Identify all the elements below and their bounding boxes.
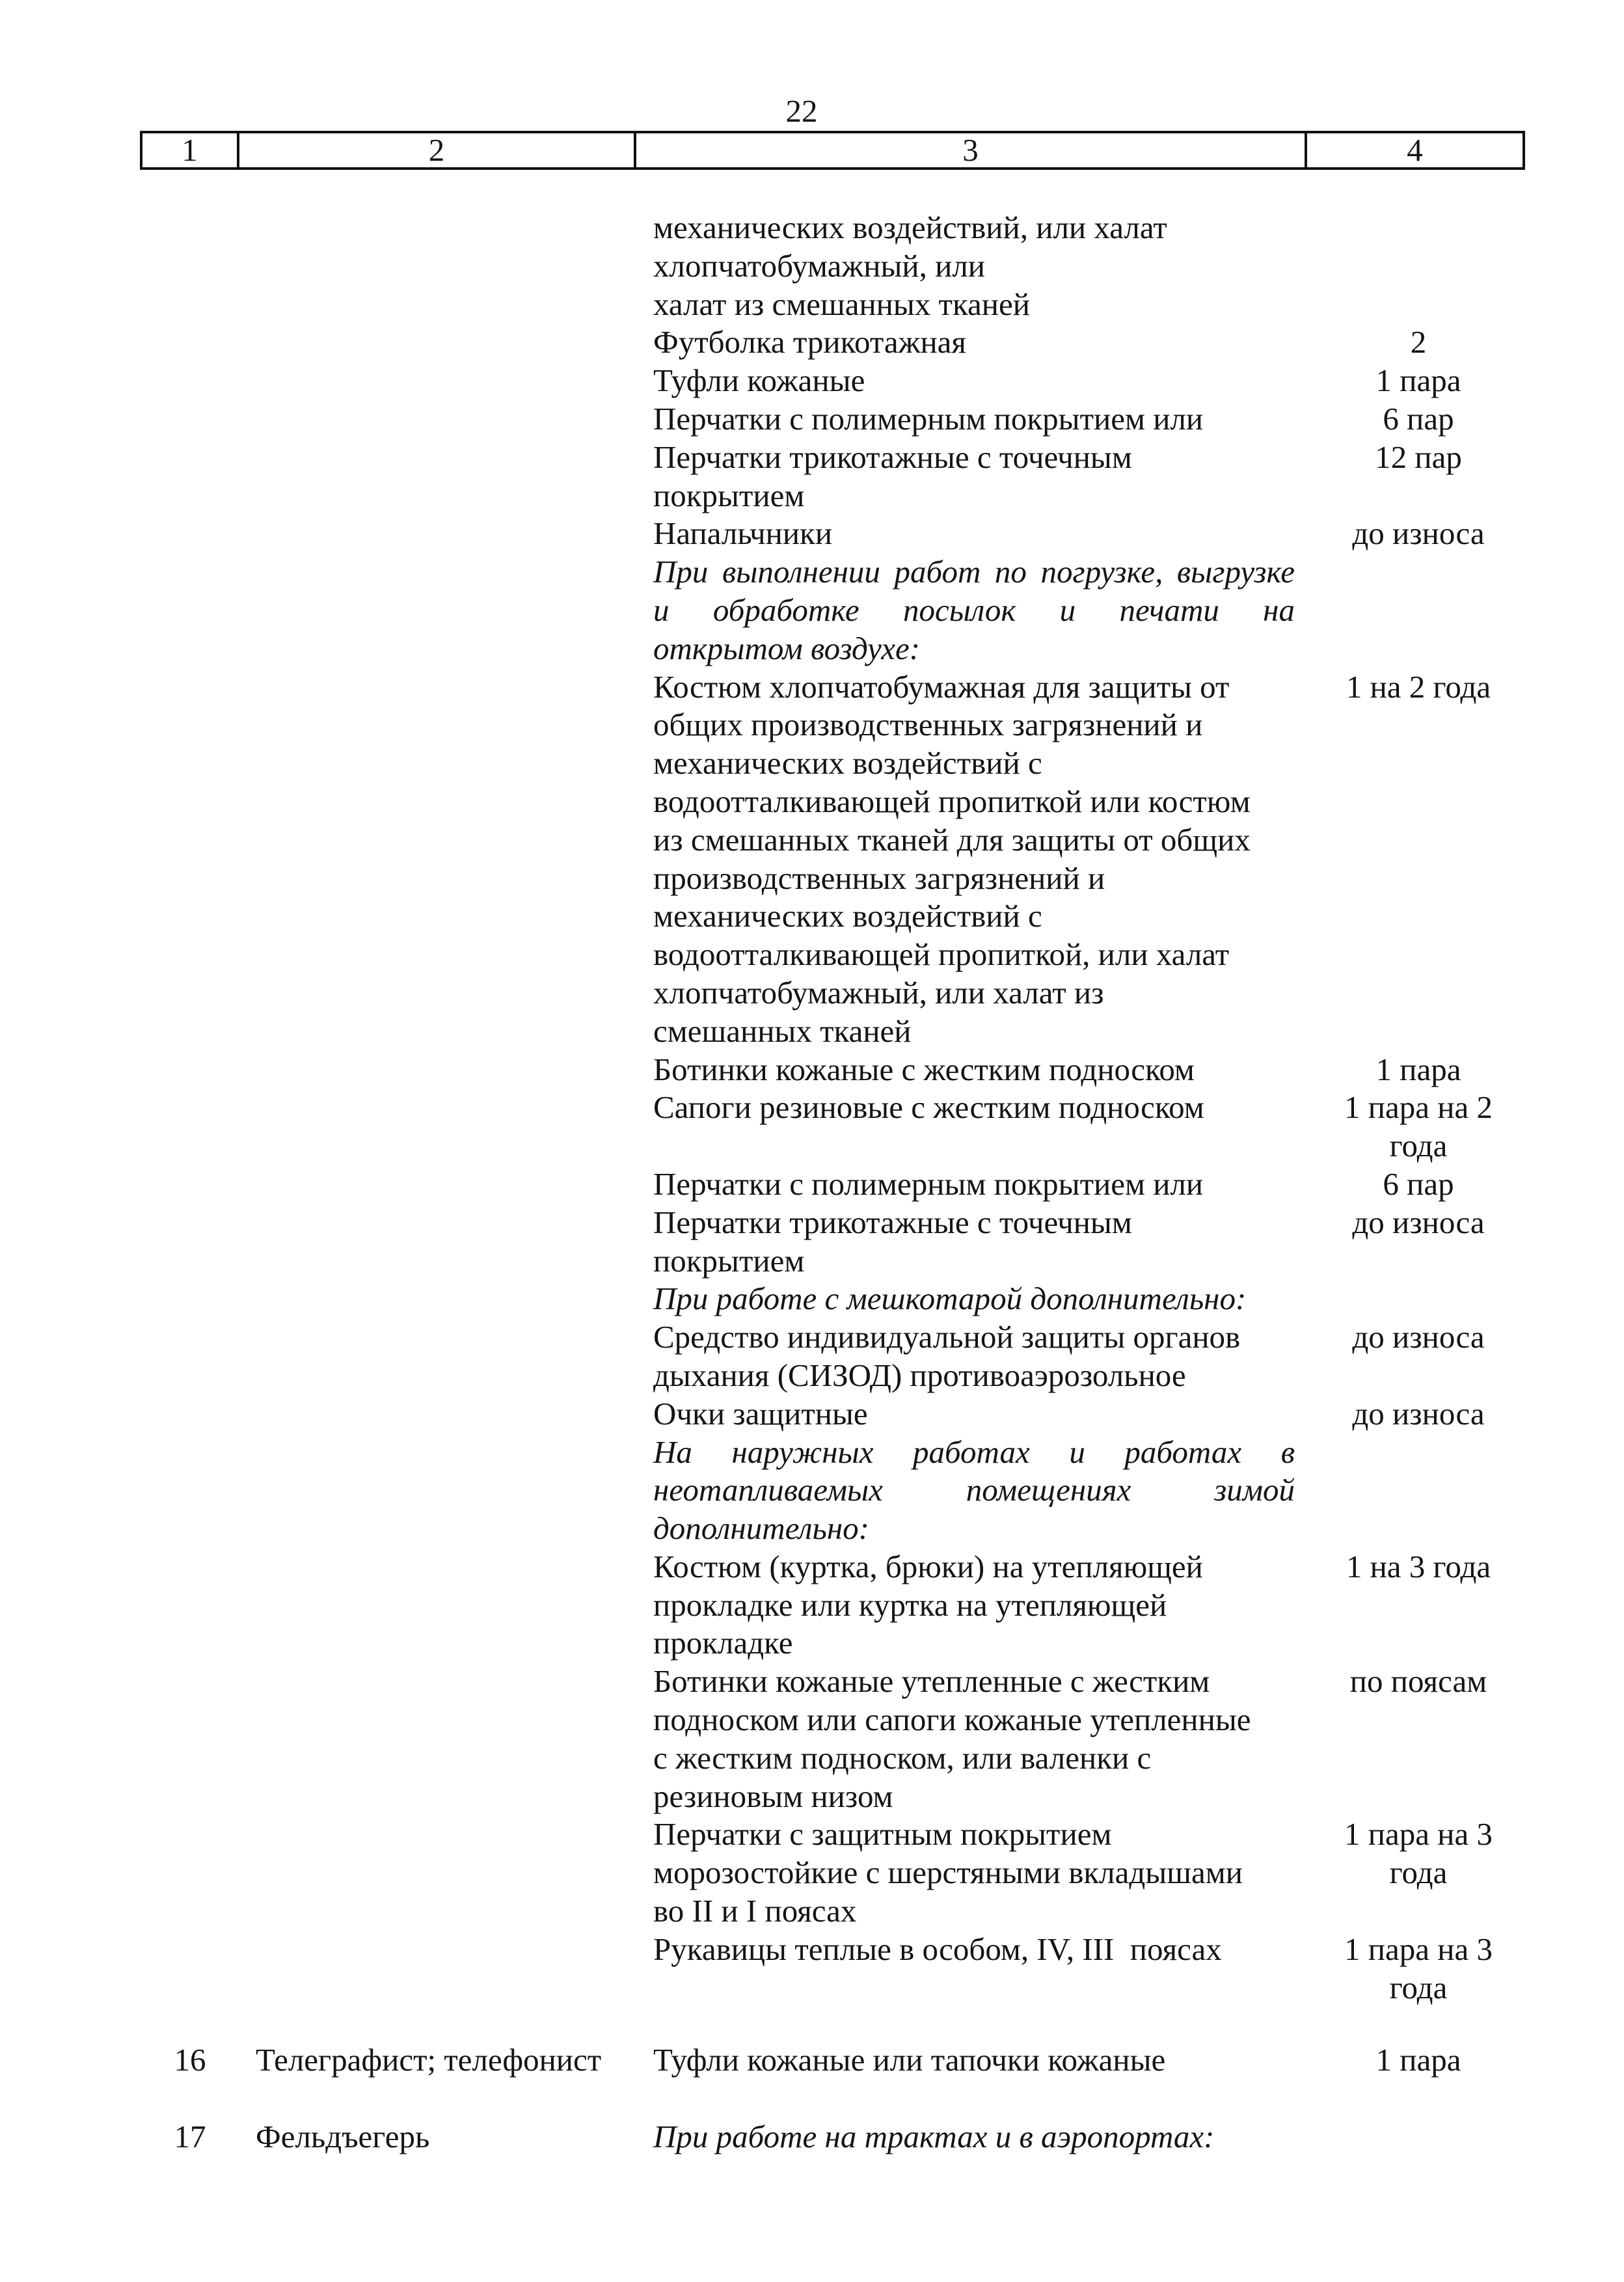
issue-norm: года: [1389, 1969, 1448, 2005]
item-text: Напальчники: [653, 515, 833, 552]
item-text: Рукавицы теплые в особом, IV, III поясах: [653, 1931, 1222, 1967]
row-number: 17: [174, 2119, 206, 2154]
entry-line: [653, 247, 1525, 286]
entry-line: [653, 744, 1525, 783]
header-cell-2: 2: [239, 133, 636, 167]
item-text: во II и I поясах: [653, 1893, 857, 1929]
continued-entry: [653, 209, 1525, 2007]
issue-norm: 1 пара на 3: [1344, 1931, 1493, 1967]
position-name: Фельдъегерь: [256, 2119, 430, 2154]
table-row: [0, 2041, 1624, 2079]
entry-line: [653, 668, 1525, 707]
item-text: хлопчатобумажный, или халат из: [653, 974, 1104, 1011]
item-text: Сапоги резиновые с жестким подноском: [653, 1089, 1204, 1126]
condition-text: При работе на трактах и в аэропортах:: [653, 2119, 1215, 2154]
entry-line: [653, 1854, 1525, 1892]
condition-line: [653, 1280, 1525, 1318]
item-text: Ботинки кожаные утепленные с жестким: [653, 1663, 1210, 1700]
item-text: механических воздействий, или халат: [653, 210, 1167, 245]
item-text: прокладке или куртка на утепляющей: [653, 1586, 1167, 1623]
condition-line: [653, 630, 1525, 668]
entry-line: [653, 1663, 1525, 1701]
issue-norm: 1 на 2 года: [1346, 668, 1491, 705]
item-text: Костюм (куртка, брюки) на утепляющей: [653, 1548, 1203, 1584]
item-text: смешанных тканей: [653, 1012, 912, 1049]
table-header: [140, 131, 1525, 170]
item-text: покрытием: [653, 1242, 805, 1279]
entry-line: [653, 477, 1525, 515]
entry-line: [653, 936, 1525, 974]
entry-line: [653, 1318, 1525, 1357]
entry-line: [653, 1931, 1525, 1969]
header-cell-3: 3: [636, 133, 1307, 167]
item-text: Перчатки трикотажные с точечным: [653, 1204, 1132, 1240]
condition-text: При выполнении работ по погрузке, выгрузке: [653, 554, 1295, 590]
table-row: [0, 2117, 1624, 2156]
entry-line: [653, 1701, 1525, 1739]
entry-line: [653, 1127, 1525, 1165]
entry-line: [653, 400, 1525, 439]
item-text: морозостойкие с шерстяными вкладышами: [653, 1854, 1243, 1891]
condition-line: [653, 1471, 1525, 1510]
entry-line: [653, 974, 1525, 1012]
item-text: механических воздействий с: [653, 898, 1042, 934]
issue-norm: до износа: [1352, 1319, 1485, 1355]
item-text: Костюм хлопчатобумажная для защиты от: [653, 668, 1230, 705]
entry-line: [653, 439, 1525, 477]
issue-norm: до износа: [1352, 1395, 1485, 1432]
entry-line: [653, 515, 1525, 553]
item-text: Туфли кожаные или тапочки кожаные: [653, 2042, 1166, 2078]
entry-line: [653, 1586, 1525, 1625]
entry-line: [653, 1012, 1525, 1051]
item-text: Средство индивидуальной защиты органов: [653, 1319, 1241, 1355]
item-text: резиновым низом: [653, 1778, 893, 1814]
item-text: дыхания (СИЗОД) противоаэрозольное: [653, 1357, 1186, 1393]
entry-line: [653, 1165, 1525, 1204]
issue-norm: 1 пара на 3: [1344, 1816, 1493, 1853]
entry-line: [653, 1051, 1525, 1089]
condition-text: открытом воздухе:: [653, 630, 921, 666]
item-text: водоотталкивающей пропиткой или костюм: [653, 783, 1251, 819]
header-cell-1: 1: [142, 133, 239, 167]
entry-line: [653, 1357, 1525, 1395]
entry-line: [653, 1815, 1525, 1854]
entry-line: [653, 1204, 1525, 1242]
item-text: водоотталкивающей пропиткой, или халат: [653, 936, 1230, 973]
issue-norm: по поясам: [1349, 1663, 1487, 1700]
entry-line: [653, 783, 1525, 821]
condition-text: При работе с мешкотарой дополнительно:: [653, 1281, 1247, 1317]
issue-norm: до износа: [1352, 1204, 1485, 1240]
condition-text: неотапливаемых помещениях зимой: [653, 1472, 1295, 1508]
header-cell-4: 4: [1407, 132, 1423, 168]
issue-norm: 1 пара: [1375, 2042, 1461, 2078]
condition-line: [653, 591, 1525, 630]
condition-text: На наружных работах и работах в: [653, 1433, 1295, 1470]
entry-line: [653, 1969, 1525, 2007]
issue-norm: до износа: [1352, 515, 1485, 552]
entry-line: [653, 1395, 1525, 1433]
issue-norm: 2: [1410, 324, 1427, 360]
issue-norm: 1 пара: [1375, 362, 1461, 399]
condition-text: и обработке посылок и печати на: [653, 591, 1295, 628]
item-text: Футболка трикотажная: [653, 324, 966, 360]
item-text: Очки защитные: [653, 1395, 868, 1432]
item-text: подноском или сапоги кожаные утепленные: [653, 1702, 1251, 1738]
item-text: Перчатки с полимерным покрытием или: [653, 400, 1204, 437]
issue-norm: 12 пар: [1375, 439, 1462, 475]
item-text: механических воздействий с: [653, 745, 1042, 781]
entry-line: [653, 323, 1525, 362]
entry-line: [653, 1739, 1525, 1778]
item-text: прокладке: [653, 1625, 793, 1661]
condition-line: [653, 1510, 1525, 1548]
entry-line: [653, 209, 1525, 247]
issue-norm: 1 на 3 года: [1346, 1548, 1491, 1584]
condition-line: [653, 553, 1525, 591]
issue-norm: 6 пар: [1383, 1165, 1454, 1202]
entry-line: [653, 286, 1525, 324]
entry-line: [653, 1778, 1525, 1816]
entry-line: [653, 1242, 1525, 1281]
item-text: из смешанных тканей для защиты от общих: [653, 821, 1251, 858]
item-text: с жестким подноском, или валенки с: [653, 1739, 1152, 1776]
item-text: Туфли кожаные: [653, 362, 865, 399]
item-text: Перчатки с защитным покрытием: [653, 1816, 1112, 1853]
issue-norm: года: [1389, 1854, 1448, 1891]
entry-line: [653, 706, 1525, 744]
item-text: Перчатки с полимерным покрытием или: [653, 1165, 1204, 1202]
item-text: производственных загрязнений и: [653, 860, 1105, 896]
row-number: 16: [174, 2042, 206, 2078]
page-number: 22: [785, 93, 818, 129]
entry-line: [653, 362, 1525, 400]
position-name: Телеграфист; телефонист: [256, 2042, 602, 2078]
issue-norm: 6 пар: [1383, 400, 1454, 437]
item-text: халат из смешанных тканей: [653, 286, 1030, 322]
issue-norm: 1 пара: [1375, 1051, 1461, 1087]
item-text: Ботинки кожаные с жестким подноском: [653, 1051, 1195, 1087]
condition-text: дополнительно:: [653, 1510, 869, 1547]
item-text: покрытием: [653, 477, 805, 513]
item-text: хлопчатобумажный, или: [653, 247, 986, 284]
item-text: Перчатки трикотажные с точечным: [653, 439, 1132, 475]
entry-line: [653, 1548, 1525, 1586]
issue-norm: 1 пара на 2: [1344, 1089, 1493, 1126]
entry-line: [653, 1892, 1525, 1931]
entry-line: [653, 1089, 1525, 1127]
entry-line: [653, 1624, 1525, 1663]
entry-line: [653, 897, 1525, 936]
entry-line: [653, 821, 1525, 860]
issue-norm: года: [1389, 1128, 1448, 1164]
item-text: общих производственных загрязнений и: [653, 707, 1203, 743]
entry-line: [653, 860, 1525, 898]
condition-line: [653, 1433, 1525, 1472]
